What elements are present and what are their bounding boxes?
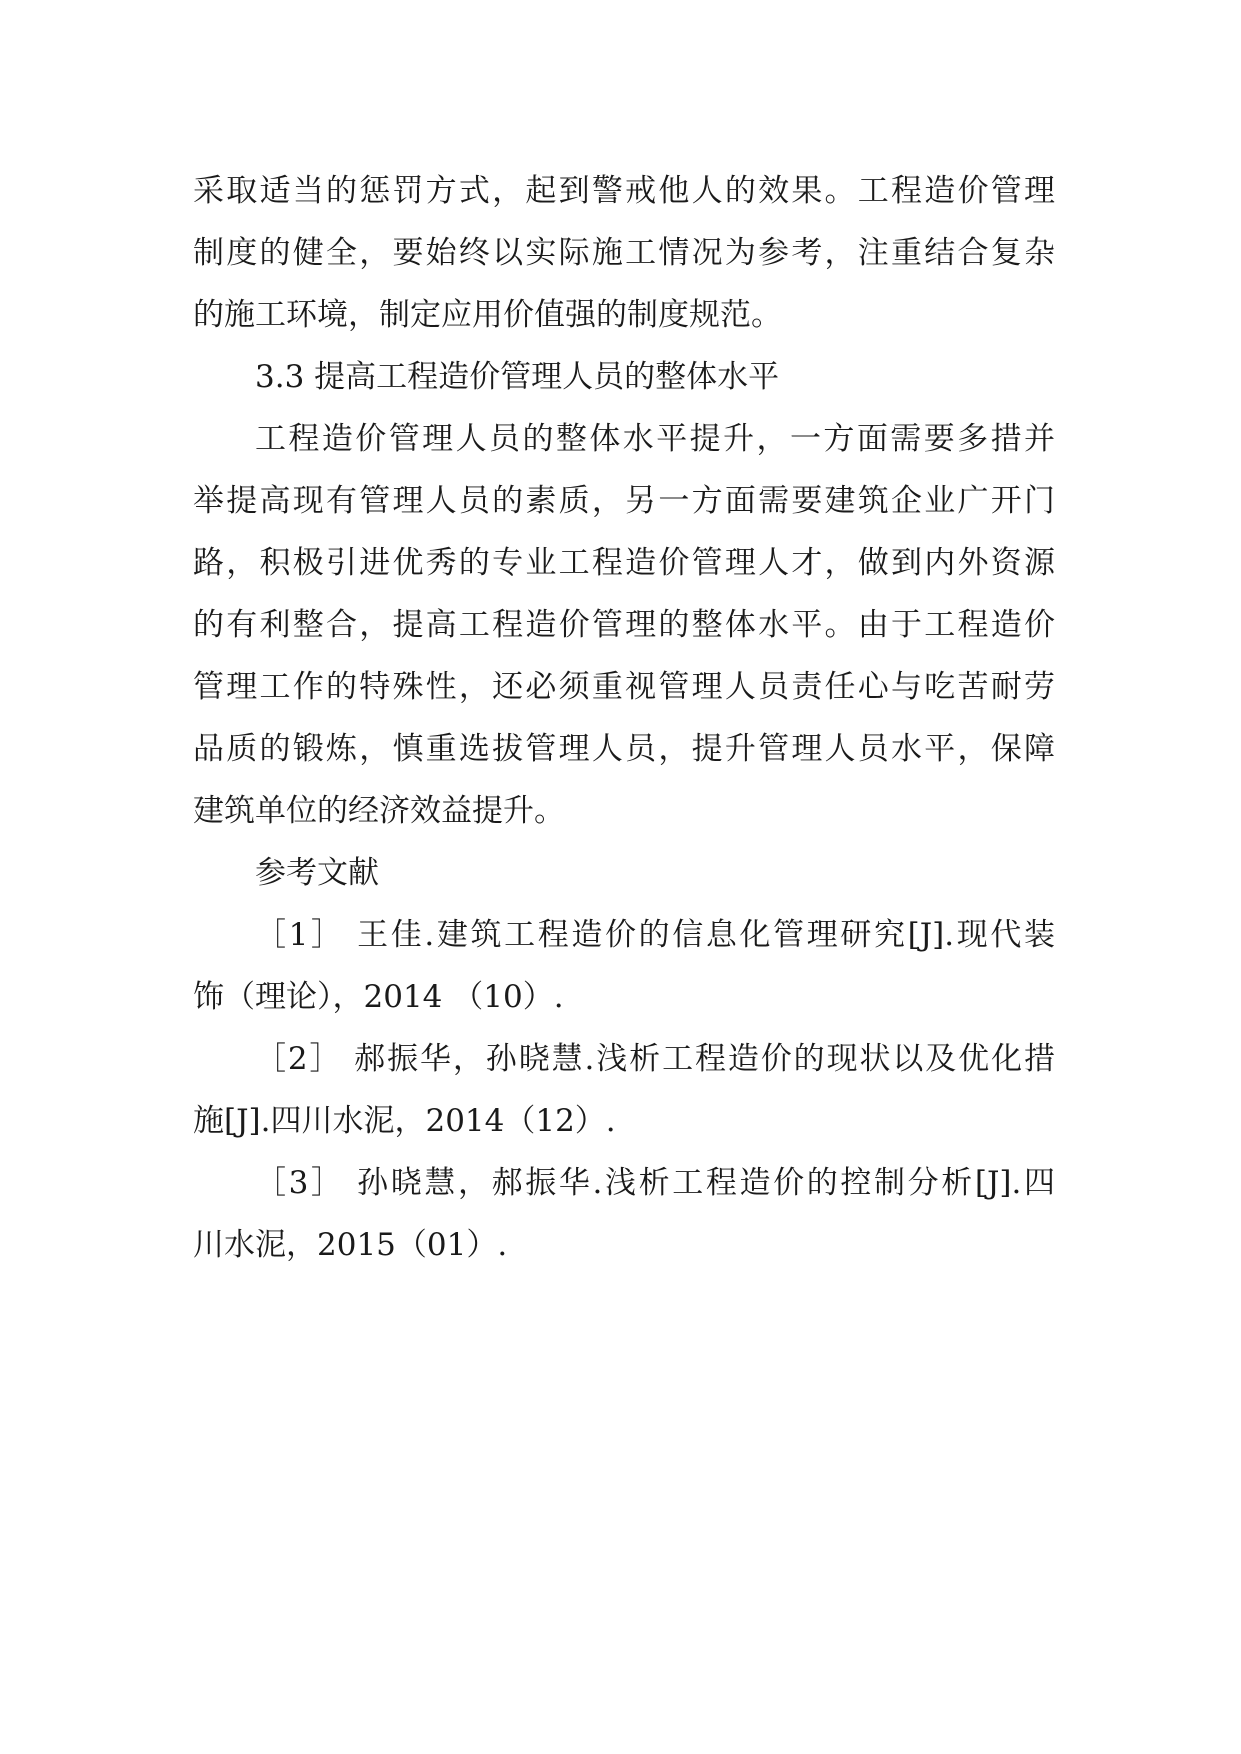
text-line: 制度的健全，要始终以实际施工情况为参考，注重结合复杂 — [193, 235, 1055, 271]
text-line: 的有利整合，提高工程造价管理的整体水平。由于工程造价 — [193, 607, 1055, 643]
reference-line: ［1］ 王佳.建筑工程造价的信息化管理研究[J].现代装 — [255, 917, 1055, 953]
reference-line: 饰（理论），2014 （10）. — [193, 979, 564, 1015]
text-line: 采取适当的惩罚方式，起到警戒他人的效果。工程造价管理 — [193, 173, 1055, 209]
text-line: 举提高现有管理人员的素质，另一方面需要建筑企业广开门 — [193, 483, 1055, 519]
section-heading-text: 3.3 提高工程造价管理人员的整体水平 — [255, 359, 780, 395]
text-line: 品质的锻炼，慎重选拔管理人员，提升管理人员水平，保障 — [193, 731, 1055, 767]
reference-line: 施[J].四川水泥，2014（12）. — [193, 1103, 616, 1139]
paragraph-section-body — [193, 408, 1055, 842]
reference-line: ［2］ 郝振华，孙晓慧.浅析工程造价的现状以及优化措 — [255, 1041, 1055, 1077]
text-line: 管理工作的特殊性，还必须重视管理人员责任心与吃苦耐劳 — [193, 669, 1055, 705]
text-line: 的施工环境，制定应用价值强的制度规范。 — [193, 297, 782, 333]
reference-item-3 — [193, 1152, 1055, 1276]
document-body — [193, 160, 1055, 1276]
reference-line: ［3］ 孙晓慧，郝振华.浅析工程造价的控制分析[J].四 — [255, 1165, 1055, 1201]
text-line: 路，积极引进优秀的专业工程造价管理人才，做到内外资源 — [193, 545, 1055, 581]
text-line: 工程造价管理人员的整体水平提升，一方面需要多措并 — [255, 421, 1055, 457]
reference-line: 川水泥，2015（01）. — [193, 1227, 508, 1263]
section-heading — [193, 346, 1055, 408]
references-heading — [193, 842, 1055, 904]
reference-item-1 — [193, 904, 1055, 1028]
text-line: 建筑单位的经济效益提升。 — [193, 793, 565, 829]
references-heading-text: 参考文献 — [255, 855, 379, 891]
reference-item-2 — [193, 1028, 1055, 1152]
paragraph-closing — [193, 160, 1055, 346]
